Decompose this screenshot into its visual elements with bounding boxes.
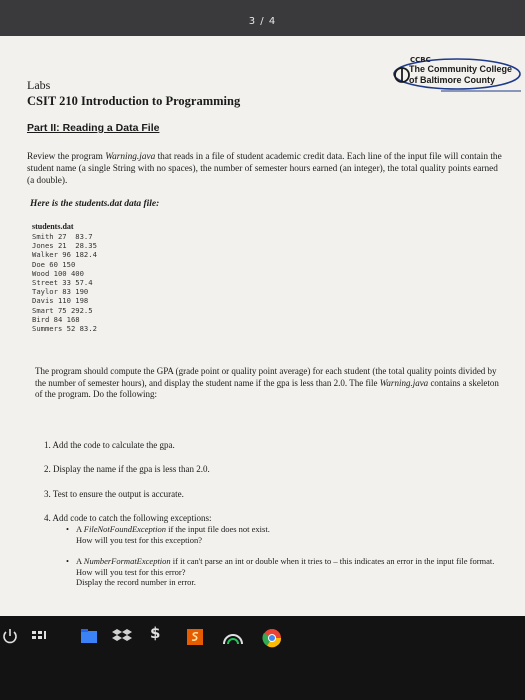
exception-desc: if the input file does not exist. xyxy=(165,524,270,534)
chrome-icon[interactable] xyxy=(262,628,282,648)
data-line: Smart 75 292.5 xyxy=(32,305,93,315)
data-line: Wood 100 400 xyxy=(32,268,84,278)
para2-text-before: The program should compute the GPA (grade point or quality point average) for each student (the total quality points divided by the number of semester hours), and display the student name if the gpa is less than 2.0. The file xyxy=(35,366,497,388)
intro-text-before: Review the program xyxy=(27,152,106,162)
page-indicator: 3 / 4 xyxy=(248,16,277,27)
taskbar xyxy=(0,616,525,700)
data-line: Smith 27 83.7 xyxy=(32,232,93,241)
exception-desc: if it can't parse an int or double when it tries to – this indicates an error in the input file format. xyxy=(170,556,495,566)
intro-text-after: that reads in a file of student academic credit data. Each line of the input file will contain the student name (a single String with no spaces), the number of semester hours earned (an integer), the total quality points earned (a double). xyxy=(27,152,502,186)
step-4: 4. Add code to catch the following exceptions: xyxy=(44,513,212,523)
data-line: Street 33 57.4 xyxy=(32,278,93,288)
grid-icon[interactable] xyxy=(30,628,48,644)
data-line: Davis 110 198 xyxy=(32,296,89,306)
document-page xyxy=(0,36,525,616)
folder-icon[interactable] xyxy=(80,628,98,644)
para2-text-after: contains a skeleton of the program. Do the following: xyxy=(35,377,499,399)
para2-file-name: Warning.java xyxy=(379,377,429,388)
step-1: 1. Add the code to calculate the gpa. xyxy=(44,440,175,450)
data-file-name: students.dat xyxy=(32,222,74,231)
exception-item: • A FileNotFoundException if the input file does not exist. How will you test for this exception? xyxy=(66,524,270,545)
logo-name-line1: The Community College xyxy=(409,64,513,74)
browser-icon[interactable] xyxy=(222,628,244,646)
data-line: Walker 96 182.4 xyxy=(32,250,97,260)
logo-abbreviation: CCBC xyxy=(410,56,431,64)
power-icon[interactable] xyxy=(2,628,18,644)
data-line: Bird 84 168 xyxy=(32,314,80,324)
data-file-block xyxy=(32,222,97,333)
bullet-icon: • xyxy=(66,556,69,566)
course-title: CSIT 210 Introduction to Programming xyxy=(27,94,241,108)
data-line: Taylor 83 190 xyxy=(32,287,89,297)
data-line: Summers 52 83.2 xyxy=(32,324,97,334)
exception-name: FileNotFoundException xyxy=(83,524,166,534)
viewer-top-bar xyxy=(0,0,525,36)
dollar-icon[interactable]: $ xyxy=(150,624,161,642)
s-app-icon[interactable] xyxy=(186,628,204,646)
exception-instruction: Display the record number in error. xyxy=(76,577,196,587)
exception-name: NumberFormatException xyxy=(83,556,171,566)
bullet-icon: • xyxy=(66,524,69,534)
exception-question: How will you test for this exception? xyxy=(76,534,203,545)
data-line: Jones 21 28.35 xyxy=(32,241,97,251)
intro-file-name: Warning.java xyxy=(105,152,156,162)
logo-name-line2: of Baltimore County xyxy=(409,75,496,85)
step-3: 3. Test to ensure the output is accurate. xyxy=(44,489,184,499)
ccbc-logo xyxy=(393,58,523,98)
part-title: Part II: Reading a Data File xyxy=(27,122,160,134)
data-line: Doe 60 150 xyxy=(32,259,76,269)
instructions-paragraph xyxy=(35,366,505,401)
data-file-heading: Here is the students.dat data file: xyxy=(30,199,160,209)
exception-question: How will you test for this error? xyxy=(76,566,186,577)
dropbox-icon[interactable] xyxy=(112,628,132,644)
labs-label: Labs xyxy=(27,78,51,92)
step-2: 2. Display the name if the gpa is less than 2.0. xyxy=(44,464,210,474)
intro-paragraph xyxy=(27,151,507,187)
exception-item: • A NumberFormatException if it can't parse an int or double when it tries to – this indicates an error in the input file format. How will you test for this error? Display the record number in error. xyxy=(66,556,495,587)
